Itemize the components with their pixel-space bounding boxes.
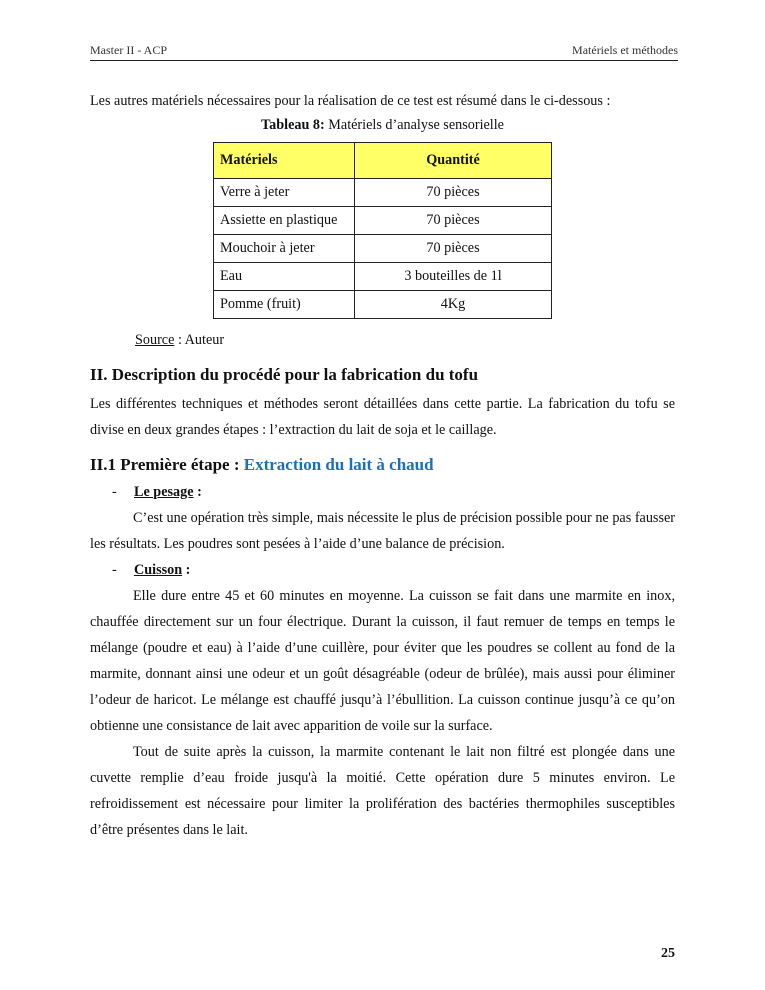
section-2-1-heading bbox=[90, 453, 675, 477]
bullet-dash: - bbox=[112, 562, 117, 578]
table-cell-material: Assiette en plastique bbox=[214, 207, 355, 235]
table-header-row bbox=[214, 143, 552, 179]
table-row bbox=[214, 263, 552, 291]
table-cell-quantity: 4Kg bbox=[355, 291, 552, 319]
table-cell-material: Verre à jeter bbox=[214, 179, 355, 207]
table-row bbox=[214, 179, 552, 207]
section-2-heading: II. Description du procédé pour la fabrication du tofu bbox=[90, 365, 479, 384]
table-source bbox=[135, 329, 675, 351]
source-value: : Auteur bbox=[174, 332, 225, 348]
table-header-quantite: Quantité bbox=[355, 143, 552, 179]
section-2-1-accent: Extraction du lait à chaud bbox=[243, 455, 434, 474]
section-2-1-prefix: II.1 Première étape : bbox=[90, 455, 244, 474]
cuisson-paragraph-2: Tout de suite après la cuisson, la marmite contenant le lait non filtré est plongée dans une cuvette remplie d’eau froide jusqu'à la moitié. Cette opération dure 5 minutes environ. Le refroidissement est nécessaire pour limiter la prolifération des bactéries thermophiles susceptibles d’être présentes dans le lait. bbox=[90, 744, 675, 838]
intro-paragraph: Les autres matériels nécessaires pour la réalisation de ce test est résumé dans le ci-dessous : bbox=[90, 93, 611, 109]
page-content bbox=[90, 88, 675, 843]
cuisson-label: Cuisson bbox=[134, 562, 183, 578]
table-row bbox=[214, 235, 552, 263]
materials-table bbox=[213, 142, 552, 319]
cuisson-colon: : bbox=[182, 562, 191, 578]
table-cell-quantity: 3 bouteilles de 1l bbox=[355, 263, 552, 291]
bullet-cuisson bbox=[112, 557, 675, 583]
page-number: 25 bbox=[661, 946, 675, 961]
bullet-pesage bbox=[112, 479, 675, 505]
table-caption-title: Matériels d’analyse sensorielle bbox=[324, 117, 504, 133]
table-cell-quantity: 70 pièces bbox=[355, 235, 552, 263]
pesage-colon: : bbox=[193, 484, 202, 500]
cuisson-paragraph-1: Elle dure entre 45 et 60 minutes en moyenne. La cuisson se fait dans une marmite en inox, chauffée directement sur un four électrique. Durant la cuisson, il faut remuer de temps en temps le mélange (poudre et eau) à l’aide d’une cuillère, pour éviter que les poudres se collent au fond de la marmite, donnant ainsi une odeur et un goût désagréable (odeur de brûlée), mais aussi pour éliminer l’odeur de haricot. Le mélange est chauffé jusqu’à l’ébullition. La cuisson continue jusqu’à ce qu’on obtienne une consistance de lait avec apparition de voile sur la surface. bbox=[90, 588, 675, 734]
table-cell-material: Eau bbox=[214, 263, 355, 291]
table-cell-quantity: 70 pièces bbox=[355, 179, 552, 207]
pesage-label: Le pesage bbox=[134, 484, 194, 500]
table-caption bbox=[90, 114, 675, 136]
table-caption-label: Tableau 8: bbox=[261, 117, 325, 133]
table-row bbox=[214, 207, 552, 235]
table-cell-material: Pomme (fruit) bbox=[214, 291, 355, 319]
table-header-materiels: Matériels bbox=[214, 143, 355, 179]
section-2-paragraph: Les différentes techniques et méthodes seront détaillées dans cette partie. La fabrication du tofu se divise en deux grandes étapes : l’extraction du lait de soja et le caillage. bbox=[90, 396, 675, 438]
header-right: Matériels et méthodes bbox=[572, 43, 678, 57]
table-cell-quantity: 70 pièces bbox=[355, 207, 552, 235]
table-cell-material: Mouchoir à jeter bbox=[214, 235, 355, 263]
pesage-paragraph: C’est une opération très simple, mais nécessite le plus de précision possible pour ne pas fausser les résultats. Les poudres sont pesées à l’aide d’une balance de précision. bbox=[90, 510, 675, 552]
source-label: Source bbox=[135, 332, 175, 348]
table-row bbox=[214, 291, 552, 319]
header-left: Master II - ACP bbox=[90, 43, 167, 57]
bullet-dash: - bbox=[112, 484, 117, 500]
running-header bbox=[90, 43, 678, 61]
